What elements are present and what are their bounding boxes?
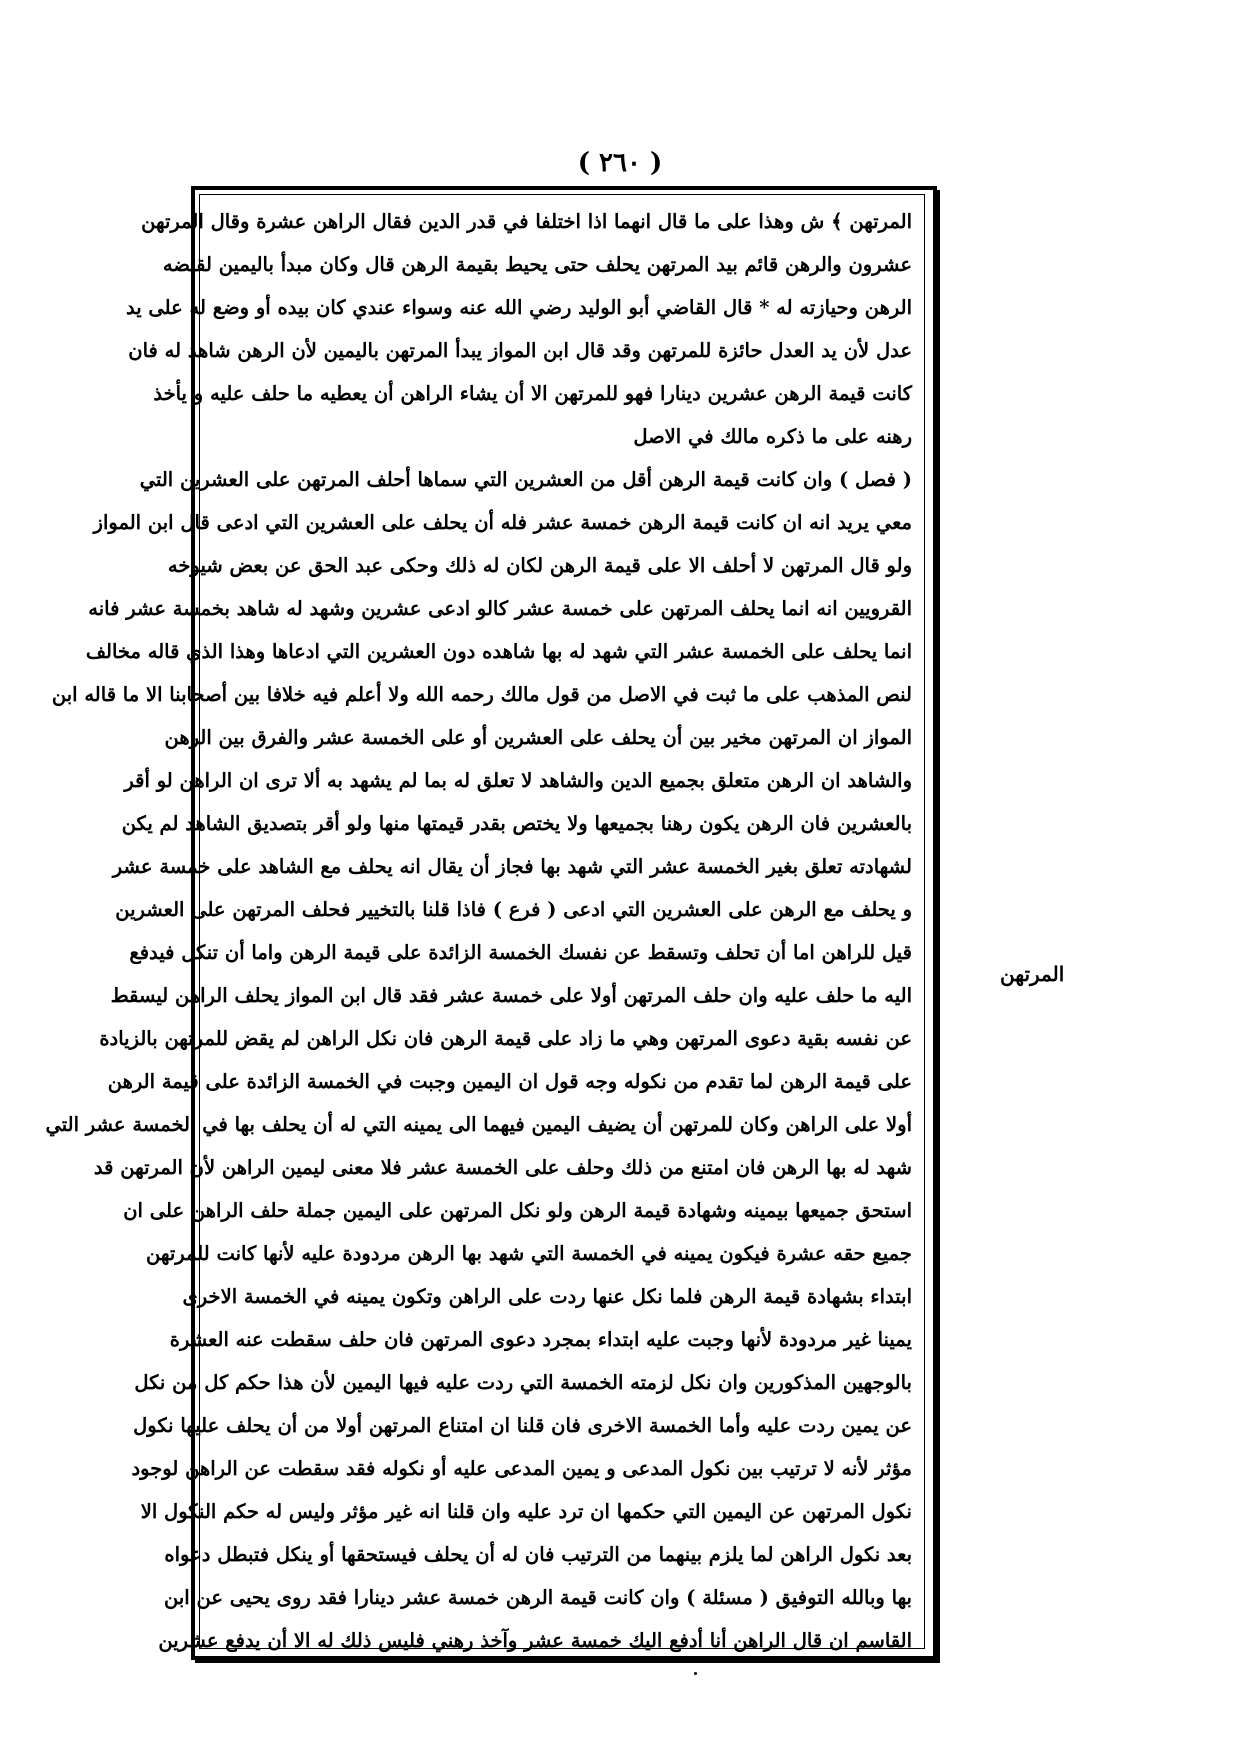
margin-note: المرتهن [1000,962,1065,986]
main-text-block [45,200,912,1662]
text-line: بالعشرين فان الرهن يكون رهنا بجميعها ولا يختص بقدر قيمتها منها ولو أقر بتصديق الشاهد لم يكن [121,812,912,835]
text-line: والشاهد ان الرهن متعلق بجميع الدين والشاهد لا تعلق له بما لم يشهد به ألا ترى ان الراهن لو أقر [124,769,912,792]
text-line: نكول المرتهن عن اليمين التي حكمها ان ترد عليه وان قلنا انه غير مؤثر وليس له حكم النكول الا [140,1500,912,1523]
page-number: ( ٢٦٠ ) [577,148,663,178]
text-line: القرويين انه انما يحلف المرتهن على خمسة عشر كالو ادعى عشرين وشهد له شاهد بخمسة عشر فانه [88,597,912,620]
text-line: شهد له بها الرهن فان امتنع من ذلك وحلف على الخمسة عشر فلا معنى ليمين الراهن لأن المرتهن قد [93,1156,912,1179]
text-line: ولو قال المرتهن لا أحلف الا على قيمة الرهن لكان له ذلك وحكى عبد الحق عن بعض شيوخه [167,554,912,577]
text-line: ( فصل ) وان كانت قيمة الرهن أقل من العشرين التي سماها أحلف المرتهن على العشرين التي [139,468,912,491]
text-line: جميع حقه عشرة فيكون يمينه في الخمسة التي شهد بها الرهن مردودة عليه لأنها كانت للمرتهن [145,1242,912,1265]
text-line: استحق جميعها بيمينه وشهادة قيمة الرهن ولو نكل المرتهن على اليمين جملة حلف الراهن على ان [123,1199,912,1222]
text-line: يمينا غير مردودة لأنها وجبت عليه ابتداء بمجرد دعوى المرتهن فان حلف سقطت عنه العشرة [169,1328,912,1351]
text-line: عشرون والرهن قائم بيد المرتهن يحلف حتى يحيط بقيمة الرهن قال وكان مبدأ باليمين لقبضه [162,253,912,276]
text-line: قيل للراهن اما أن تحلف وتسقط عن نفسك الخمسة الزائدة على قيمة الرهن واما أن تنكل فيدفع [129,941,912,964]
page-frame-shadow-right [936,190,940,1662]
text-line: معي يريد انه ان كانت قيمة الرهن خمسة عشر فله أن يحلف على العشرين التي ادعى قال ابن المواز [93,511,912,534]
text-line: رهنه على ما ذكره مالك في الاصل [633,425,912,448]
text-line: مؤثر لأنه لا ترتيب بين نكول المدعى و يمين المدعى عليه أو نكوله فقد سقطت عن الراهن لوجود [131,1457,912,1480]
text-line: لنص المذهب على ما ثبت في الاصل من قول مالك رحمه الله ولا أعلم فيه خلافا بين أصحابنا الا ما قاله ابن [51,683,912,706]
text-line: عن يمين ردت عليه وأما الخمسة الاخرى فان قلنا ان امتناع المرتهن أولا من أن يحلف عليها نكول [133,1414,912,1437]
text-line: كانت قيمة الرهن عشرين دينارا فهو للمرتهن الا أن يشاء الراهن أن يعطيه ما حلف عليه و يأخذ [153,382,912,405]
text-line: بعد نكول الراهن لما يلزم بينهما من الترتيب فان له أن يحلف فيستحقها أو ينكل فتبطل دعواه [164,1543,912,1566]
text-line: المواز ان المرتهن مخير بين أن يحلف على العشرين أو على الخمسة عشر والفرق بين الرهن [164,726,912,749]
text-line: على قيمة الرهن لما تقدم من نكوله وجه قول ان اليمين وجبت في الخمسة الزائدة على قيمة الرهن [107,1070,912,1093]
text-line: عدل لأن يد العدل حائزة للمرتهن وقد قال ابن المواز يبدأ المرتهن باليمين لأن الرهن شاهد له فان [128,339,912,362]
text-line: أولا على الراهن وكان للمرتهن أن يضيف اليمين فيهما الى يمينه التي له أن يحلف بها في الخمسة عشر التي [45,1113,912,1136]
text-line: ابتداء بشهادة قيمة الرهن فلما نكل عنها ردت على الراهن وتكون يمينه في الخمسة الاخرى [182,1285,912,1308]
text-line: لشهادته تعلق بغير الخمسة عشر التي شهد بها فجاز أن يقال انه يحلف مع الشاهد على خمسة عشر [112,855,912,878]
ink-speck [694,1672,697,1675]
text-line: المرتهن ﴾ ش وهذا على ما قال انهما اذا اختلفا في قدر الدين فقال الراهن عشرة وقال المرتهن [141,210,912,233]
text-line: القاسم ان قال الراهن أنا أدفع اليك خمسة عشر وآخذ رهني فليس ذلك له الا أن يدفع عشرين [158,1629,912,1652]
text-line: بها وبالله التوفيق ( مسئلة ) وان كانت قيمة الرهن خمسة عشر دينارا فقد روى يحيى عن ابن [164,1586,912,1609]
text-line: بالوجهين المذكورين وان نكل لزمته الخمسة التي ردت عليه فيها اليمين لأن هذا حكم كل من نكل [134,1371,912,1394]
text-line: الرهن وحيازته له * قال القاضي أبو الوليد رضي الله عنه وسواء عندي كان بيده أو وضع له على يد [125,296,912,319]
text-line: عن نفسه بقية دعوى المرتهن وهي ما زاد على قيمة الرهن فان نكل الراهن لم يقض للمرتهن بالزيادة [99,1027,912,1050]
text-line: اليه ما حلف عليه وان حلف المرتهن أولا على خمسة عشر فقد قال ابن المواز يحلف الراهن ليسقط [110,984,912,1007]
text-line: و يحلف مع الرهن على العشرين التي ادعى ( فرع ) فاذا قلنا بالتخيير فحلف المرتهن على العشرين [115,898,912,921]
text-line: انما يحلف على الخمسة عشر التي شهد له بها شاهده دون العشرين التي ادعاها وهذا الذي قاله مخالف [85,640,912,663]
